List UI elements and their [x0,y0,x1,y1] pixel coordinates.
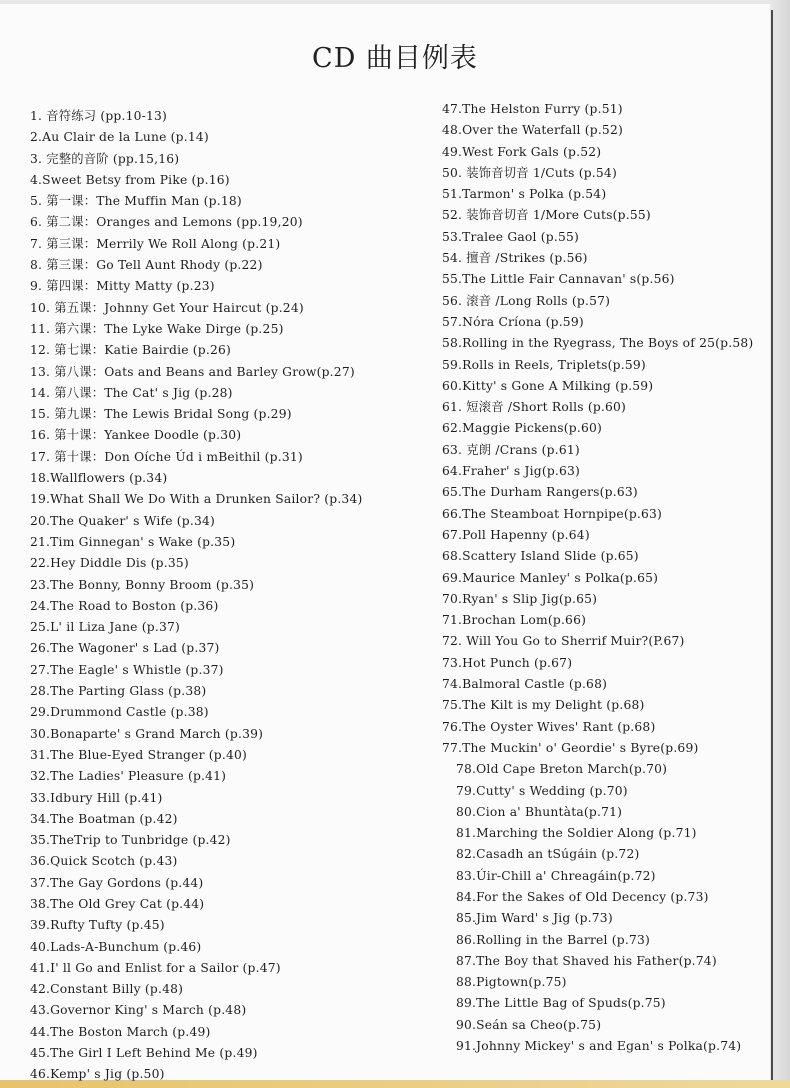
page-top-edge [0,0,790,4]
track-list-item: 82.Casadh an tSúgáin (p.72) [456,847,640,862]
track-list-item: 76.The Oyster Wives' Rant (p.68) [442,719,656,734]
track-list-item: 78.Old Cape Breton March(p.70) [456,762,668,777]
track-list-item: 81.Marching the Soldier Along (p.71) [456,826,697,841]
track-list-item: 79.Cutty' s Wedding (p.70) [456,783,628,798]
track-list-item: 19.What Shall We Do With a Drunken Sailor? (p.34) [30,492,363,507]
track-list-item: 62.Maggie Pickens(p.60) [442,421,603,436]
track-list-item: 77.The Muckin' o' Geordie' s Byre(p.69) [442,740,699,755]
track-list-item: 12. 第七课：Katie Bairdie (p.26) [30,343,232,358]
track-list-item: 36.Quick Scotch (p.43) [30,854,178,869]
track-list-item: 63. 克朗 /Crans (p.61) [442,442,580,457]
track-list-item: 1. 音符练习 (pp.10-13) [30,109,168,123]
track-list-item: 21.Tim Ginnegan' s Wake (p.35) [30,534,236,549]
track-list-item: 22.Hey Diddle Dis (p.35) [30,556,189,571]
track-list-item: 13. 第八课：Oats and Beans and Barley Grow(p.27) [30,364,355,379]
track-list-item: 89.The Little Bag of Spuds(p.75) [456,996,666,1011]
track-list-item: 57.Nóra Críona (p.59) [442,314,584,329]
track-list-item: 29.Drummond Castle (p.38) [30,705,209,720]
track-list-item: 39.Rufty Tufty (p.45) [30,918,165,933]
track-list-item: 70.Ryan' s Slip Jig(p.65) [442,591,598,606]
track-list-item: 7. 第三课：Merrily We Roll Along (p.21) [30,236,281,251]
track-list-item: 61. 短滚音 /Short Rolls (p.60) [442,400,627,415]
track-list-item: 33.Idbury Hill (p.41) [30,790,163,805]
track-list-item: 71.Brochan Lom(p.66) [442,613,587,628]
track-list-item: 84.For the Sakes of Old Decency (p.73) [456,889,709,904]
track-list-item: 90.Seán sa Cheo(p.75) [456,1017,602,1032]
track-list-item: 83.Úir-Chill a' Chreagáin(p.72) [456,868,656,883]
track-list-item: 48.Over the Waterfall (p.52) [442,123,623,138]
track-list-item: 32.The Ladies' Pleasure (p.41) [30,769,227,784]
track-list-item: 6. 第二课：Oranges and Lemons (pp.19,20) [30,215,303,230]
track-list-item: 41.I' ll Go and Enlist for a Sailor (p.47) [30,960,281,975]
track-list-item: 27.The Eagle' s Whistle (p.37) [30,662,224,677]
track-list-item: 43.Governor King' s March (p.48) [30,1003,247,1018]
track-list-item: 42.Constant Billy (p.48) [30,982,184,997]
track-list-item: 58.Rolling in the Ryegrass, The Boys of 25(p.58) [442,336,754,351]
track-list-item: 46.Kemp' s Jig (p.50) [30,1067,165,1082]
track-list-item: 26.The Wagoner' s Lad (p.37) [30,641,220,656]
track-list-item: 5. 第一课：The Muffin Man (p.18) [30,194,242,209]
track-list-item: 85.Jim Ward' s Jig (p.73) [456,911,613,926]
track-list-item: 54. 擅音 /Strikes (p.56) [442,251,588,266]
track-list-item: 15. 第九课：The Lewis Bridal Song (p.29) [30,407,292,422]
track-list-item: 52. 装饰音切音 1/More Cuts(p.55) [442,208,651,223]
track-list-item: 73.Hot Punch (p.67) [442,655,573,670]
track-list-item: 86.Rolling in the Barrel (p.73) [456,932,650,947]
track-list-item: 75.The Kilt is my Delight (p.68) [442,698,645,713]
track-list-item: 11. 第六课：The Lyke Wake Dirge (p.25) [30,321,284,336]
track-list-item: 64.Fraher' s Jig(p.63) [442,464,581,479]
track-list-item: 30.Bonaparte' s Grand March (p.39) [30,726,264,741]
track-list-item: 68.Scattery Island Slide (p.65) [442,549,639,564]
track-list-right-column [442,99,772,1057]
track-list-item: 80.Cion a' Bhuntàta(p.71) [456,804,623,819]
track-list-item: 28.The Parting Glass (p.38) [30,684,207,699]
track-list-item: 9. 第四课：Mitty Matty (p.23) [30,279,215,294]
track-list-item: 51.Tarmon' s Polka (p.54) [442,187,607,202]
track-list-item: 2.Au Clair de la Lune (p.14) [30,130,209,145]
track-list-item: 16. 第十课：Yankee Doodle (p.30) [30,428,242,443]
track-list-item: 69.Maurice Manley' s Polka(p.65) [442,570,659,585]
track-list-item: 74.Balmoral Castle (p.68) [442,677,608,692]
track-list-item: 31.The Blue-Eyed Stranger (p.40) [30,747,248,762]
track-list-item: 4.Sweet Betsy from Pike (p.16) [30,172,230,187]
page-right-margin [770,0,790,1088]
track-list-item: 18.Wallflowers (p.34) [30,471,168,486]
track-list-item: 10. 第五课：Johnny Get Your Haircut (p.24) [30,300,304,315]
track-list-item: 53.Tralee Gaol (p.55) [442,229,579,244]
track-list-item: 17. 第十课：Don Oíche Úd i mBeithil (p.31) [30,449,303,464]
track-list-item: 35.TheTrip to Tunbridge (p.42) [30,833,231,848]
track-list-item: 23.The Bonny, Bonny Broom (p.35) [30,577,255,592]
track-list-item: 45.The Girl I Left Behind Me (p.49) [30,1046,258,1061]
track-list-item: 65.The Durham Rangers(p.63) [442,485,638,500]
track-list-item: 37.The Gay Gordons (p.44) [30,875,204,890]
track-list-item: 67.Poll Hapenny (p.64) [442,527,590,542]
track-list-item: 24.The Road to Boston (p.36) [30,598,219,613]
track-list-item: 14. 第八课：The Cat' s Jig (p.28) [30,385,233,400]
track-list-item: 66.The Steamboat Hornpipe(p.63) [442,506,663,521]
track-list-item: 88.Pigtown(p.75) [456,975,567,990]
track-list-item: 50. 装饰音切音 1/Cuts (p.54) [442,165,617,180]
track-list-item: 47.The Helston Furry (p.51) [442,102,623,116]
track-list-left-column [30,106,430,1086]
track-list-item: 38.The Old Grey Cat (p.44) [30,896,205,911]
track-list-item: 34.The Boatman (p.42) [30,811,178,826]
track-list-item: 60.Kitty' s Gone A Milking (p.59) [442,378,654,393]
track-list-item: 3. 完整的音阶 (pp.15,16) [30,151,180,166]
page-title: CD 曲目例表 [312,43,478,74]
track-list-item: 44.The Boston March (p.49) [30,1024,211,1039]
track-list-item: 8. 第三课：Go Tell Aunt Rhody (p.22) [30,258,263,273]
track-list-item: 49.West Fork Gals (p.52) [442,144,602,159]
track-list-item: 25.L' il Liza Jane (p.37) [30,620,180,635]
track-list-item: 87.The Boy that Shaved his Father(p.74) [456,953,717,968]
track-list-item: 72. Will You Go to Sherrif Muir?(P.67) [442,634,685,649]
track-list-item: 59.Rolls in Reels, Triplets(p.59) [442,357,646,372]
track-list-item: 20.The Quaker' s Wife (p.34) [30,513,216,528]
track-list-item: 91.Johnny Mickey' s and Egan' s Polka(p.74) [456,1039,742,1054]
track-list-item: 55.The Little Fair Cannavan' s(p.56) [442,272,675,287]
track-list-item: 56. 滚音 /Long Rolls (p.57) [442,293,611,308]
track-list-item: 40.Lads-A-Bunchum (p.46) [30,939,202,954]
